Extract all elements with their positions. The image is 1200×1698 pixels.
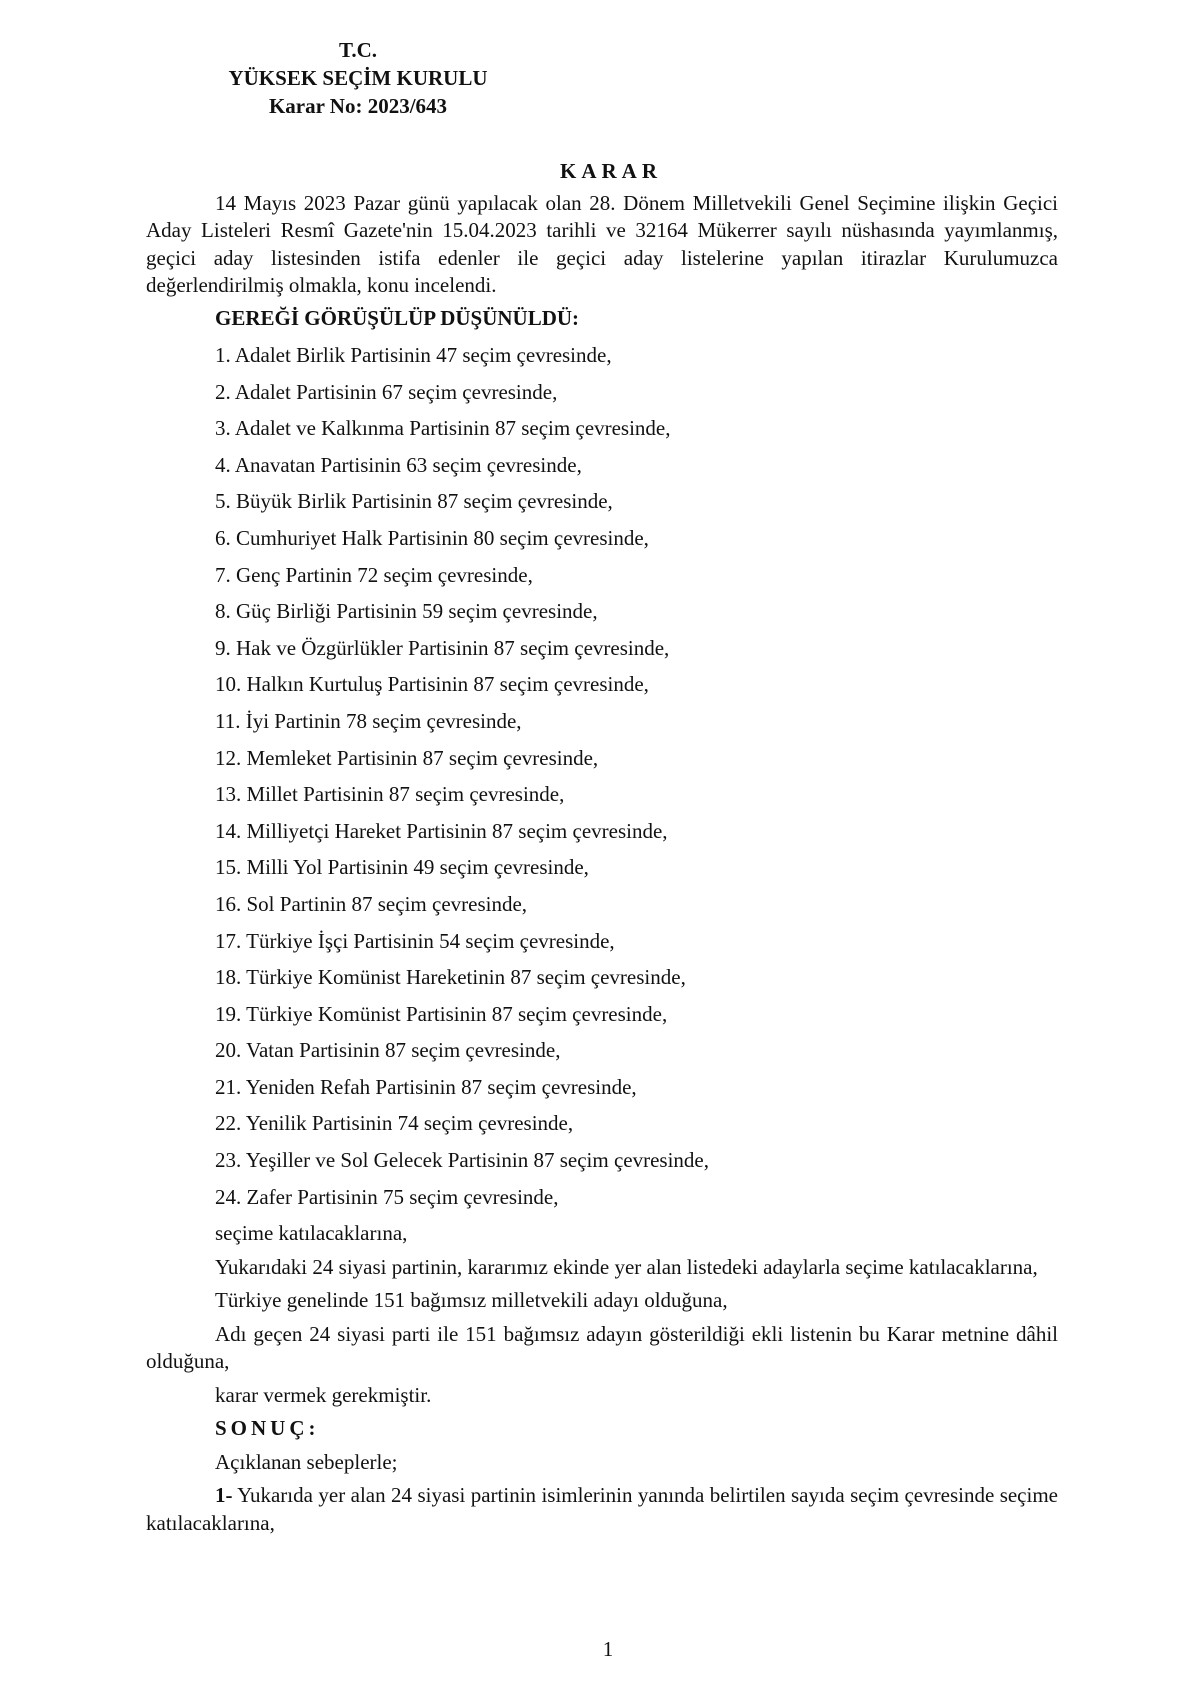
party-list-item: 3. Adalet ve Kalkınma Partisinin 87 seçim çevresinde, (215, 416, 671, 441)
result-intro: Açıklanan sebeplerle; (215, 1449, 398, 1474)
result-item-1 (146, 1482, 1058, 1537)
party-list-item: 16. Sol Partinin 87 seçim çevresinde, (215, 891, 528, 916)
party-list-item: 23. Yeşiller ve Sol Gelecek Partisinin 87 seçim çevresinde, (215, 1148, 709, 1173)
party-list-item: 6. Cumhuriyet Halk Partisinin 80 seçim çevresinde, (215, 525, 649, 550)
party-list-item: 13. Millet Partisinin 87 seçim çevresinde, (215, 782, 565, 807)
decision-title: KARAR (560, 159, 662, 183)
header-decision-number: Karar No: 2023/643 (268, 94, 448, 118)
party-list-item: 21. Yeniden Refah Partisinin 87 seçim çevresinde, (215, 1074, 637, 1099)
result-item-1-number: 1- (215, 1483, 233, 1508)
party-list-item: 14. Milliyetçi Hareket Partisinin 87 seçim çevresinde, (215, 818, 668, 843)
party-list-item: 24. Zafer Partisinin 75 seçim çevresinde, (215, 1184, 559, 1209)
party-list-item: 15. Milli Yol Partisinin 49 seçim çevresinde, (215, 855, 589, 880)
header-institution: YÜKSEK SEÇİM KURULU (228, 66, 488, 90)
independents-paragraph: Türkiye genelinde 151 bağımsız milletvekili adayı olduğuna, (215, 1288, 728, 1313)
header-state: T.C. (338, 38, 378, 62)
intro-paragraph: 14 Mayıs 2023 Pazar günü yapılacak olan 28. Dönem Milletvekili Genel Seçimine ilişkin Geçici Aday Listeleri Resmî Gazete'nin 15.04.2023 tarihli ve 32164 Mükerrer sayılı nüshasında yayımlanmış, geçici aday listesinden istifa edenler ile geçici aday listelerine yapılan itirazlar Kurulumuzca değerlendirilmiş olmakla, konu incelendi. (146, 190, 1058, 297)
page-number: 1 (602, 1637, 614, 1661)
document-body (146, 158, 1058, 1537)
party-list (146, 342, 1058, 1220)
party-list-item: 1. Adalet Birlik Partisinin 47 seçim çevresinde, (215, 343, 612, 367)
party-list-item: 19. Türkiye Komünist Partisinin 87 seçim çevresinde, (215, 1001, 668, 1026)
party-list-item: 17. Türkiye İşçi Partisinin 54 seçim çevresinde, (215, 928, 615, 953)
party-list-item: 5. Büyük Birlik Partisinin 87 seçim çevresinde, (215, 489, 613, 514)
party-list-item: 18. Türkiye Komünist Hareketinin 87 seçim çevresinde, (215, 965, 686, 990)
after-list-text: seçime katılacaklarına, (215, 1221, 408, 1246)
result-heading: SONUÇ: (215, 1416, 320, 1441)
party-list-item: 4. Anavatan Partisinin 63 seçim çevresinde, (215, 452, 582, 477)
party-list-item: 11. İyi Partinin 78 seçim çevresinde, (215, 708, 522, 733)
party-list-item: 12. Memleket Partisinin 87 seçim çevresinde, (215, 745, 599, 770)
deliberation-heading: GEREĞİ GÖRÜŞÜLÜP DÜŞÜNÜLDÜ: (215, 305, 580, 330)
party-list-item: 2. Adalet Partisinin 67 seçim çevresinde, (215, 379, 558, 404)
result-item-1-text: Yukarıda yer alan 24 siyasi partinin isimlerinin yanında belirtilen sayıda seçim çevresinde seçime katılacaklarına, (146, 1483, 1058, 1535)
candidates-paragraph: Yukarıdaki 24 siyasi partinin, kararımız ekinde yer alan listedeki adaylarla seçime katılacaklarına, (215, 1254, 1038, 1279)
party-list-item: 9. Hak ve Özgürlükler Partisinin 87 seçim çevresinde, (215, 635, 670, 660)
party-list-item: 22. Yenilik Partisinin 74 seçim çevresinde, (215, 1111, 574, 1136)
decision-paragraph: karar vermek gerekmiştir. (215, 1382, 432, 1407)
party-list-item: 8. Güç Birliği Partisinin 59 seçim çevresinde, (215, 599, 598, 624)
party-list-item: 10. Halkın Kurtuluş Partisinin 87 seçim çevresinde, (215, 672, 649, 697)
party-list-item: 20. Vatan Partisinin 87 seçim çevresinde, (215, 1038, 561, 1063)
party-list-item: 7. Genç Partinin 72 seçim çevresinde, (215, 562, 533, 587)
document-header (200, 36, 516, 120)
annex-paragraph: Adı geçen 24 siyasi parti ile 151 bağımsız adayın gösterildiği ekli listenin bu Karar metnine dâhil olduğuna, (146, 1321, 1058, 1374)
